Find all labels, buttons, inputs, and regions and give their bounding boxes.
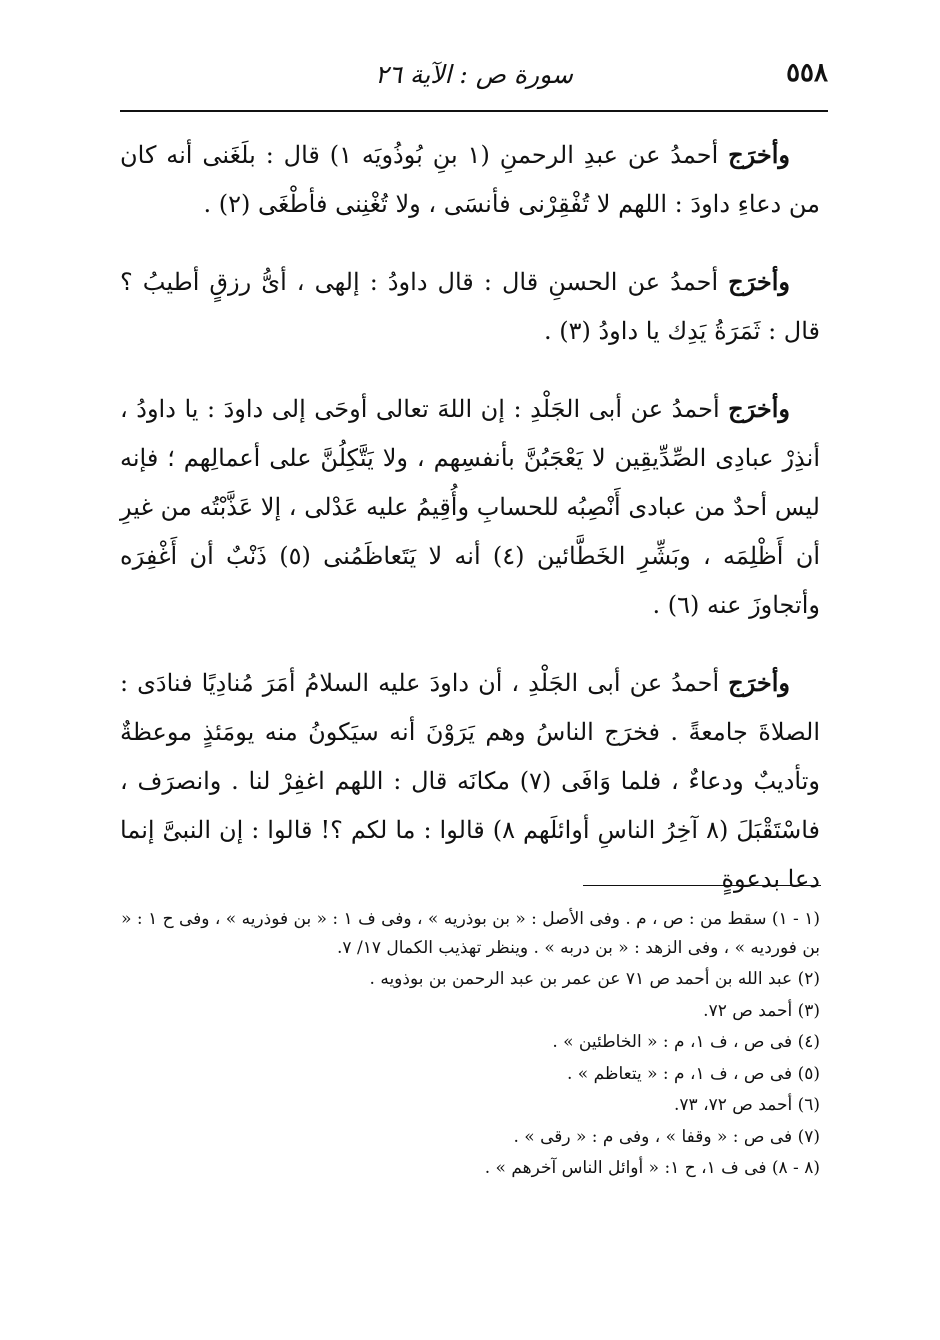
paragraph-text: أحمدُ عن أبى الجَلْدِ ، أن داودَ عليه السلامُ أمَرَ مُنادِيًا فنادَى : الصلاةَ جامعةً . فخرَج الناسُ وهم يَرَوْنَ أنه سيَكونُ منه يومَئذٍ موعظةٌ وتأديبٌ ودعاءٌ ، فلما وَافَى (٧) مكانَه قال : اللهم اغفِرْ لنا . وانصرَف ، فاسْتَقْبَلَ (٨ آخِرُ الناسِ أوائلَهم ٨) قالوا : ما لكم ؟! قالوا : إن النبىَّ إنما دعا بدعوةٍ — [120, 669, 820, 893]
footnote: (٤) فى ص ، ف ١، م : « الخاطئين » . — [552, 1032, 820, 1052]
main-text — [120, 130, 820, 932]
paragraph-lead: وأخرَج — [728, 267, 790, 296]
paragraph — [120, 130, 820, 229]
paragraph — [120, 384, 820, 630]
header-rule — [120, 110, 828, 112]
page-header — [120, 58, 828, 108]
paragraph-lead: وأخرَج — [728, 140, 790, 169]
footnotes — [120, 905, 820, 1186]
paragraph — [120, 257, 820, 356]
paragraph-lead: وأخرَج — [728, 394, 790, 423]
paragraph-lead: وأخرَج — [728, 668, 790, 697]
footnote: (٢) عبد الله بن أحمد ص ٧١ عن عمر بن عبد الرحمن بن بوذويه . — [369, 969, 820, 989]
footnote: (٥) فى ص ، ف ١، م : « يتعاظم » . — [567, 1063, 820, 1084]
page-number: ٥٥٨ — [786, 58, 828, 88]
footnote-rule — [583, 885, 821, 886]
footnote: (٨ - ٨) فى ف ١، ح ١: « أوائل الناس آخرهم » . — [484, 1158, 820, 1178]
paragraph-text: أحمدُ عن عبدِ الرحمنِ (١ بنِ بُوذُويَه ١) قال : بلَغَنى أنه كان من دعاءِ داودَ : اللهم لا تُفْقِرْنى فأنسَى ، ولا تُغْنِنى فأطْغَى (٢) . — [120, 141, 820, 218]
footnote: (٧) فى ص : « وقفا » ، وفى م : « رقى » . — [513, 1126, 820, 1147]
footnote: (٣) أحمد ص ٧٢. — [703, 1000, 820, 1021]
running-title: سورة ص : الآية ٢٦ — [375, 60, 573, 89]
paragraph-text: أحمدُ عن أبى الجَلْدِ : إن اللهَ تعالى أوحَى إلى داودَ : يا داودُ ، أنذِرْ عبادِى الصِّدِّيقِين لا يَعْجَبُنَّ بأنفسِهم ، ولا يَتَّكِلُنَّ على أعمالِهم ؛ فإنه ليس أحدٌ من عبادى أَنْصِبُه للحسابِ وأُقِيمُ عليه عَدْلى ، إلا عَذَّبْتُه من غيرِ أن أَظْلِمَه ، وبَشِّرِ الخَطَّائين (٤) أنه لا يَتَعاظَمُنى (٥) ذَنْبٌ أن أَغْفِرَه وأتجاوزَ عنه (٦) . — [120, 395, 821, 619]
footnote: (١ - ١) سقط من : ص ، م . وفى الأصل : « بن بوذريه » ، وفى ف ١ : « بن فوذريه » ، وفى ح ١ : « بن فورديه » ، وفى الزهد : « بن دربه » . وينظر تهذيب الكمال ١٧/ ٧. — [121, 909, 820, 958]
footnote: (٦) أحمد ص ٧٢، ٧٣. — [674, 1095, 820, 1115]
paragraph — [120, 658, 820, 904]
paragraph-text: أحمدُ عن الحسنِ قال : قال داودُ : إلهى ، أىُّ رزقٍ أطيبُ ؟ قال : ثَمَرَةُ يَدِك يا داودُ (٣) . — [120, 268, 820, 345]
